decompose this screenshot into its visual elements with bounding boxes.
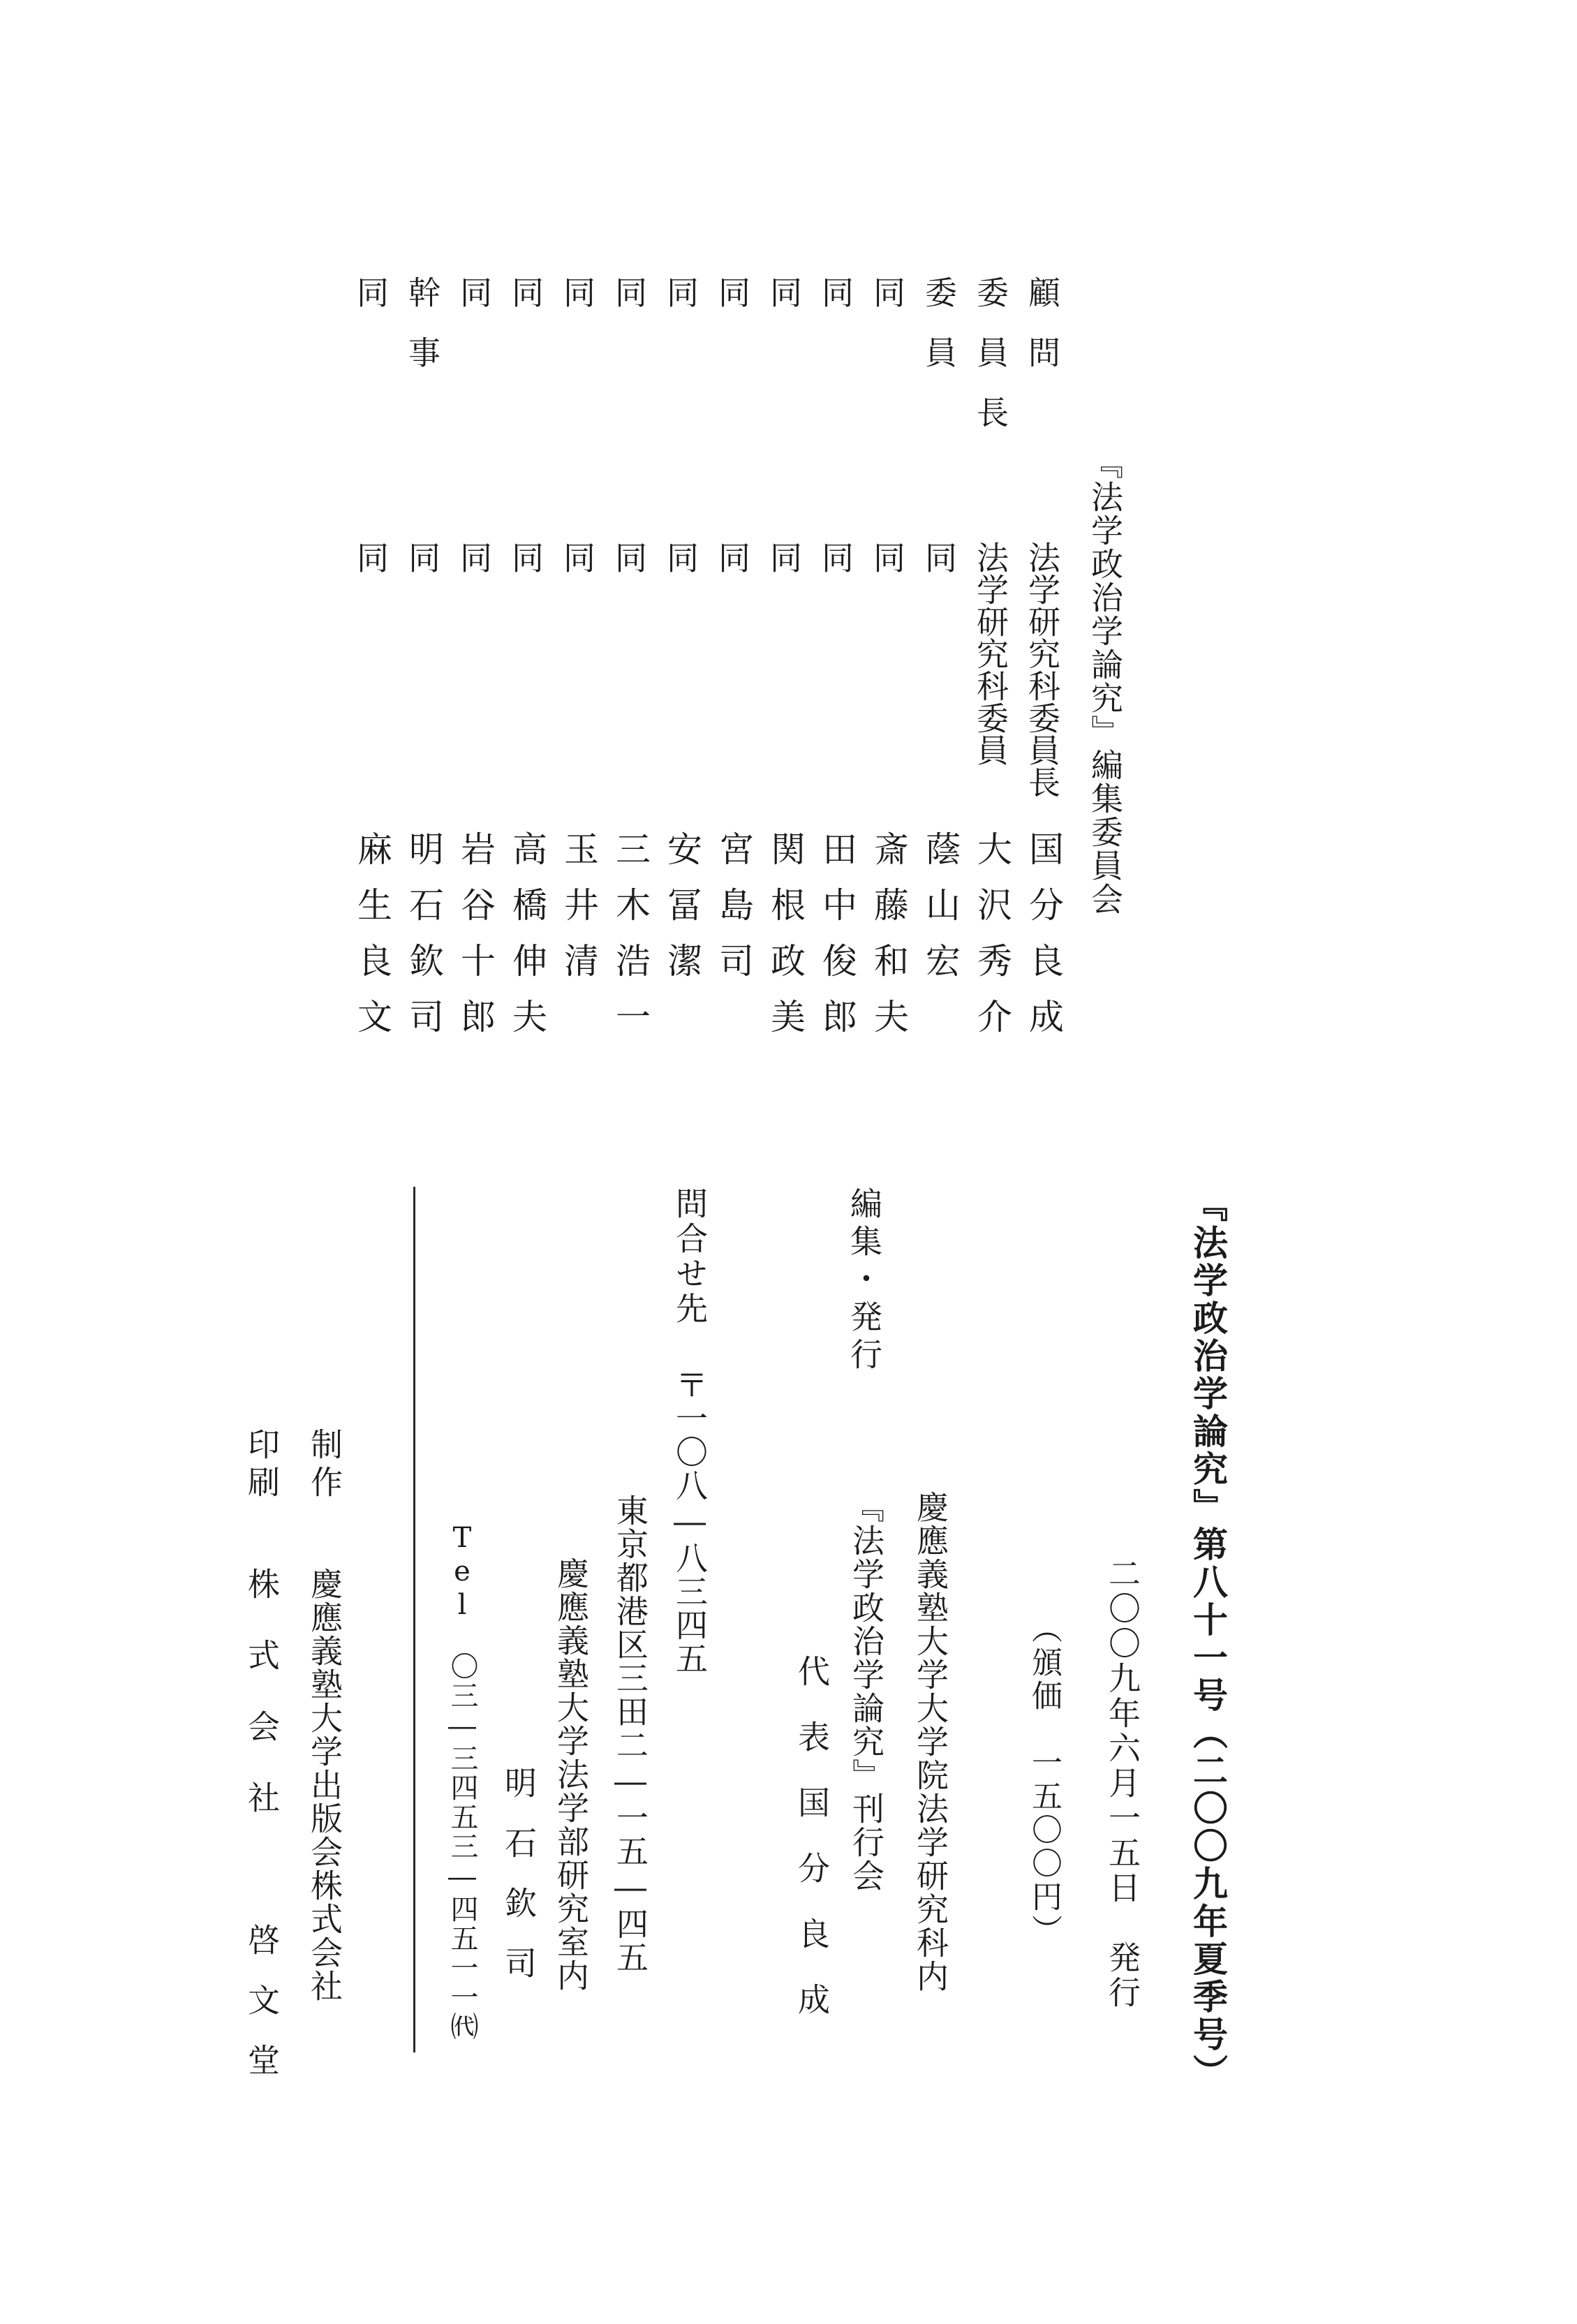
member-name: 高橋伸夫 — [507, 831, 547, 1054]
printing-label: 印刷 — [243, 1428, 281, 1503]
member-role: 同 — [868, 276, 906, 336]
member-name: 明石欽司 — [403, 831, 444, 1054]
member-role: 幹事 — [403, 276, 441, 396]
member-affiliation: 同 — [507, 541, 545, 573]
member-role: 委員 — [920, 276, 958, 396]
committee-title: 『法学政治学論究』編集委員会 — [1086, 447, 1124, 916]
member-name: 宮島司 — [713, 831, 754, 998]
member-affiliation: 同 — [662, 541, 699, 573]
telephone: Tel 〇三―三四五三―四五一一㈹ — [446, 1522, 478, 2041]
member-role: 同 — [455, 276, 493, 336]
representative: 代表国分良成 — [793, 1655, 831, 2048]
member-name: 玉井清 — [558, 831, 599, 998]
member-name: 蔭山宏 — [920, 831, 961, 998]
member-name: 関根政美 — [765, 831, 806, 1054]
member-role: 同 — [765, 276, 803, 336]
member-role: 同 — [558, 276, 596, 336]
contact-label: 問合せ先 — [671, 1187, 709, 1326]
member-affiliation: 同 — [765, 541, 803, 573]
member-role: 顧問 — [1023, 276, 1061, 396]
member-name: 三木浩一 — [610, 831, 651, 1054]
member-affiliation: 同 — [920, 541, 958, 573]
divider-rule — [413, 1187, 415, 2052]
contact-person: 明石欽司 — [500, 1766, 538, 2006]
member-role: 同 — [610, 276, 648, 336]
member-role: 同 — [507, 276, 545, 336]
member-affiliation: 同 — [713, 541, 751, 573]
postal-code: 〒一〇八―八三四五 — [671, 1368, 709, 1675]
publisher-society: 『法学政治学論究』刊行会 — [847, 1490, 885, 1893]
member-name: 田中俊郎 — [817, 831, 857, 1054]
production-label: 制作 — [306, 1428, 343, 1503]
member-affiliation: 法学研究科委員 — [972, 541, 1009, 766]
member-affiliation: 同 — [403, 541, 441, 573]
publication-date: 二〇〇九年六月一五日 発行 — [1104, 1557, 1141, 2011]
member-role: 同 — [817, 276, 854, 336]
member-affiliation: 同 — [610, 541, 648, 573]
contact-office: 慶應義塾大学法学部研究室内 — [552, 1557, 590, 1992]
member-name: 大沢秀介 — [972, 831, 1012, 1054]
publisher-institution: 慶應義塾大学大学院法学研究科内 — [912, 1490, 949, 1993]
member-affiliation: 同 — [868, 541, 906, 573]
printer-name: 啓文堂 — [243, 1923, 281, 2103]
member-name: 斎藤和夫 — [868, 831, 909, 1054]
member-affiliation: 同 — [352, 541, 390, 573]
production-company: 慶應義塾大学出版会株式会社 — [306, 1567, 343, 2003]
editor-publisher-label: 編集・発行 — [845, 1187, 883, 1375]
member-affiliation: 同 — [455, 541, 493, 573]
journal-issue-title: 『法学政治学論究』第八十一号（二〇〇九年夏季号） — [1187, 1187, 1229, 2092]
address: 東京都港区三田二―一五―四五 — [612, 1494, 649, 1974]
member-role: 委員長 — [972, 276, 1009, 456]
member-name: 安冨潔 — [662, 831, 702, 998]
member-name: 岩谷十郎 — [455, 831, 496, 1054]
price: （頒価 一五〇〇円） — [1026, 1613, 1062, 1948]
member-affiliation: 同 — [817, 541, 854, 573]
member-affiliation: 同 — [558, 541, 596, 573]
member-role: 同 — [713, 276, 751, 336]
printing-company-type: 株式会社 — [243, 1567, 281, 1852]
member-affiliation: 法学研究科委員長 — [1023, 541, 1061, 798]
member-role: 同 — [662, 276, 699, 336]
member-name: 国分良成 — [1023, 831, 1064, 1054]
member-role: 同 — [352, 276, 390, 336]
member-name: 麻生良文 — [352, 831, 392, 1054]
